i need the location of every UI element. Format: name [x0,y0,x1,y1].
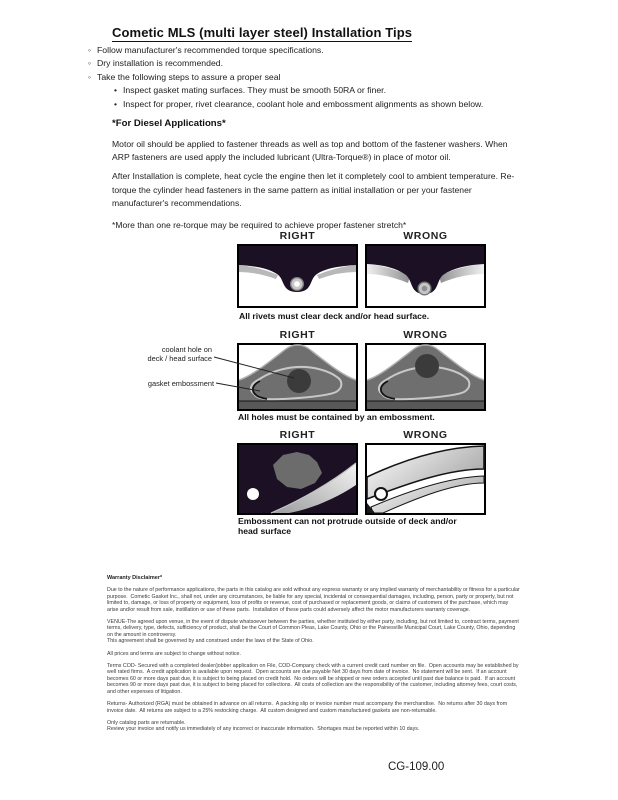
sub-bullet-icon [114,98,123,111]
holes-caption: All holes must be contained by an embossment. [238,412,435,422]
retorque-note: *More than one re-torque may be required to achieve proper fastener stretch* [112,220,407,231]
warranty-paragraph: This agreement shall be governed by and construed under the laws of the State of Ohio. [107,638,314,645]
sub-bullet-icon [114,84,123,97]
bullet-text: Inspect gasket mating surfaces. They must be smooth 50RA or finer. [123,85,387,96]
list-item [88,57,483,70]
list-item [88,98,483,111]
rivet-wrong-diagram [365,244,486,308]
warranty-paragraph: Review your invoice and notify us immediately of any incorrect or inaccurate information. Shortages must be reported within 10 days. [107,726,420,733]
gasket-embossment-annotation: gasket embossment [147,379,214,388]
list-item [88,44,483,57]
right-label: RIGHT [279,429,316,441]
diesel-section [112,118,520,238]
bullet-text: Follow manufacturer's recommended torque specifications. [97,45,324,55]
wrong-label: WRONG [403,230,448,242]
list-item [88,84,483,97]
warranty-paragraph: Returns- Authorized (RGA) must be obtained in advance on all returns. A packing slip or invoice number must accompany the merchandise. No returns after 30 days from invoice date. All returns are subject to a 25% restocking charge. All custom designed and custom manufactured gaskets are non-returnable. [107,701,509,714]
bullet-text: Inspect for proper, rivet clearance, coolant hole and embossment alignments as shown below. [123,98,484,109]
warranty-section [107,575,521,733]
diesel-heading: *For Diesel Applications* [112,118,226,129]
list-item [88,71,483,84]
warranty-heading: Warranty Disclaimer* [107,575,163,581]
annotation-line: coolant hole on [161,345,212,354]
annotation-line: deck / head surface [147,354,212,364]
protrusion-caption: Embossment can not protrude outside of deck and/or head surface [238,516,457,536]
page-code: CG-109.00 [388,761,445,773]
page-title: Cometic MLS (multi layer steel) Installation Tips [112,25,413,40]
warranty-paragraph: All prices and terms are subject to change without notice. [107,650,241,657]
protrusion-wrong-diagram [365,443,486,515]
warranty-paragraph: Only catalog parts are returnable. [107,719,186,726]
bullet-text: Take the following steps to assure a proper seal [97,71,281,82]
wrong-label: WRONG [403,429,448,441]
diesel-paragraph: Motor oil should be applied to fastener threads as well as top and bottom of the fastener washers. When ARP fasteners are used apply the included lubricant (Ultra-Torque®) in place of motor oil. [112,139,510,163]
bullet-text: Dry installation is recommended. [97,58,224,69]
protrusion-right-diagram [237,443,358,515]
bullet-icon [88,44,97,57]
right-label: RIGHT [279,329,316,341]
coolant-wrong-diagram [365,343,486,411]
warranty-paragraph: Terms COD- Secured with a completed dealer/jobber application on File, COD-Company check with a current credit card number on file. Open accounts may be established by well rated firms. A credit application is available upon request. Open accounts are due payable Net 30 days from date of invoice. No statement will be sent. If an account becomes 60 or more days past due, it is subject to being placed on credit hold. No orders will be shipped or new orders accepted until past due balance is paid. If an account becomes 90 or more days past due, it is subject to being placed for collections. All costs of collection are the responsibility of the customer, including attorney fees, court costs, and other expenses of litigation. [107,663,521,695]
tips-list [88,44,483,111]
coolant-right-diagram [237,343,358,411]
rivet-right-diagram [237,244,358,308]
warranty-paragraph: Due to the nature of performance applications, the parts in this catalog are sold without any express warranty or any implied warranty of merchantability or fitness for a particular purpose. Cometic Gasket Inc., shall not, under any circumstances, be liable for any special, incidental or consequential damages, including, person, party or property, but not limited to, damage, or loss of property or equipment, loss of profits or revenue, cost of purchased or replacement goods, or claims of customers of the purchase, which may arise and/or result from sale, instillation or use of these parts. Installation of these parts could adversely affect the motor manufacturers warranty coverage. [107,587,522,613]
warranty-paragraph: VENUE-The agreed upon venue, in the event of dispute whatsoever between the parties, whether instituted by either party, including, but not limited to, contract terms, payment terms, delivery, type, defects, sufficiency of product, shall be the Court of Common Pleas, Lake County, Ohio or the Painesville Municipal Court, Lake County, Ohio, depending on the amount in controversy. [107,619,521,638]
bullet-icon [88,57,97,70]
diesel-paragraph: After Installation is complete, heat cycle the engine then let it completely cool to ambient temperature. Re-torque the cylinder head fasteners in the same pattern as initial installation or per your fastener manufacturer's recommendations. [112,171,515,208]
rivet-caption: All rivets must clear deck and/or head surface. [239,311,430,321]
bullet-icon [88,71,97,84]
wrong-label: WRONG [403,329,448,341]
coolant-hole-annotation [95,345,212,363]
right-label: RIGHT [279,230,316,242]
